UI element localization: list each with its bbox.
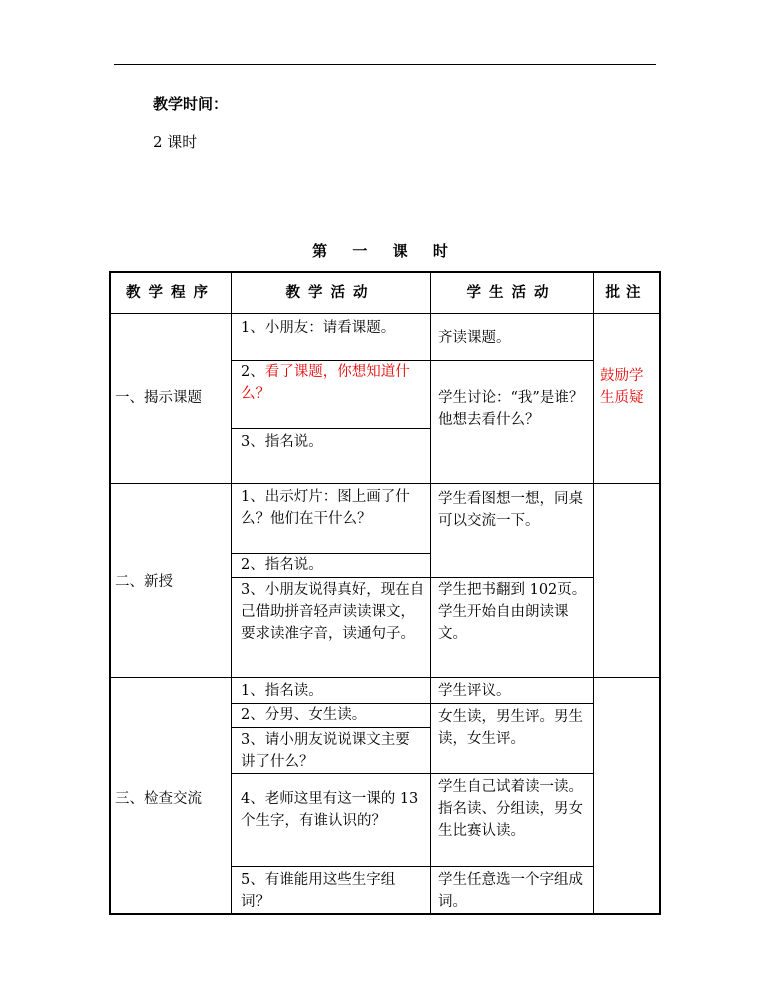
s2-divider-2 (231, 577, 593, 578)
stage1-teaching-2 (241, 361, 421, 405)
stage2-student-2: 学生把书翻到 102页。学生开始自由朗读课文。 (438, 582, 587, 642)
stage3-student-4: 学生任意选一个字组成词。 (438, 872, 583, 910)
col-divider-3 (593, 273, 594, 913)
stage2-teaching-2: 2、指名说。 (241, 557, 323, 573)
stage3-procedure: 三、检查交流 (115, 791, 202, 807)
header-procedure: 教学程序 (126, 285, 216, 301)
s3-t-divider-2 (231, 727, 430, 728)
teaching-time-value: 2 课时 (153, 133, 198, 151)
stage1-teaching-2-question: 看了课题，你想知道什么？ (241, 364, 410, 402)
s3-divider-3 (231, 773, 593, 774)
s3-divider-4 (231, 866, 593, 867)
col-divider-1 (231, 273, 232, 913)
stage3-teaching-2: 2、分男、女生读。 (241, 707, 367, 723)
stage3-teaching-4: 4、老师这里有这一课的 13 个生字，有谁认识的？ (241, 791, 419, 829)
stage3-student-3: 学生自己试着读一读。指名读、分组读，男女生比赛认读。 (438, 779, 583, 839)
header-row-divider (111, 313, 659, 314)
col-divider-2 (430, 273, 431, 913)
s1-t-divider-2 (231, 428, 430, 429)
s1-s-divider-1 (430, 360, 593, 361)
stage1-teaching-3: 3、指名说。 (241, 434, 323, 450)
stage1-procedure: 一、揭示课题 (115, 390, 202, 406)
stage3-teaching-5: 5、有谁能用这些生字组词？ (241, 872, 396, 910)
stage1-student-2: 学生讨论：“我”是谁？他想去看什么？ (438, 390, 584, 428)
header-student-activity: 学生活动 (466, 285, 557, 301)
lesson-plan-table (109, 271, 661, 915)
header-rule (114, 64, 656, 65)
stage1-student-1: 齐读课题。 (438, 330, 511, 346)
stage3-student-2: 女生读，男生评。男生读，女生评。 (438, 709, 583, 747)
stage2-row-divider (111, 677, 659, 678)
stage2-student-1: 学生看图想一想，同桌可以交流一下。 (438, 491, 583, 529)
stage3-student-1: 学生评议。 (438, 683, 511, 699)
stage2-procedure: 二、新授 (115, 574, 173, 590)
header-teaching-activity: 教学活动 (285, 285, 376, 301)
header-notes: 批注 (605, 285, 647, 301)
stage1-row-divider (111, 483, 659, 484)
stage3-teaching-3: 3、请小朋友说说课文主要讲了什么？ (241, 732, 410, 770)
stage2-teaching-1: 1、出示灯片：图上画了什么？他们在干什么？ (241, 489, 410, 527)
stage3-teaching-1: 1、指名读。 (241, 683, 323, 699)
stage1-teaching-2-number: 2、 (241, 364, 265, 380)
section-title: 第 一 课 时 (312, 242, 458, 260)
teaching-time-label: 教学时间： (153, 95, 229, 113)
stage2-teaching-3: 3、小朋友说得真好，现在自己借助拼音轻声读读课文，要求读准字音，读通句子。 (241, 582, 425, 642)
stage1-note: 鼓励学生质疑 (600, 368, 644, 406)
stage1-teaching-1: 1、小朋友：请看课题。 (241, 320, 396, 336)
